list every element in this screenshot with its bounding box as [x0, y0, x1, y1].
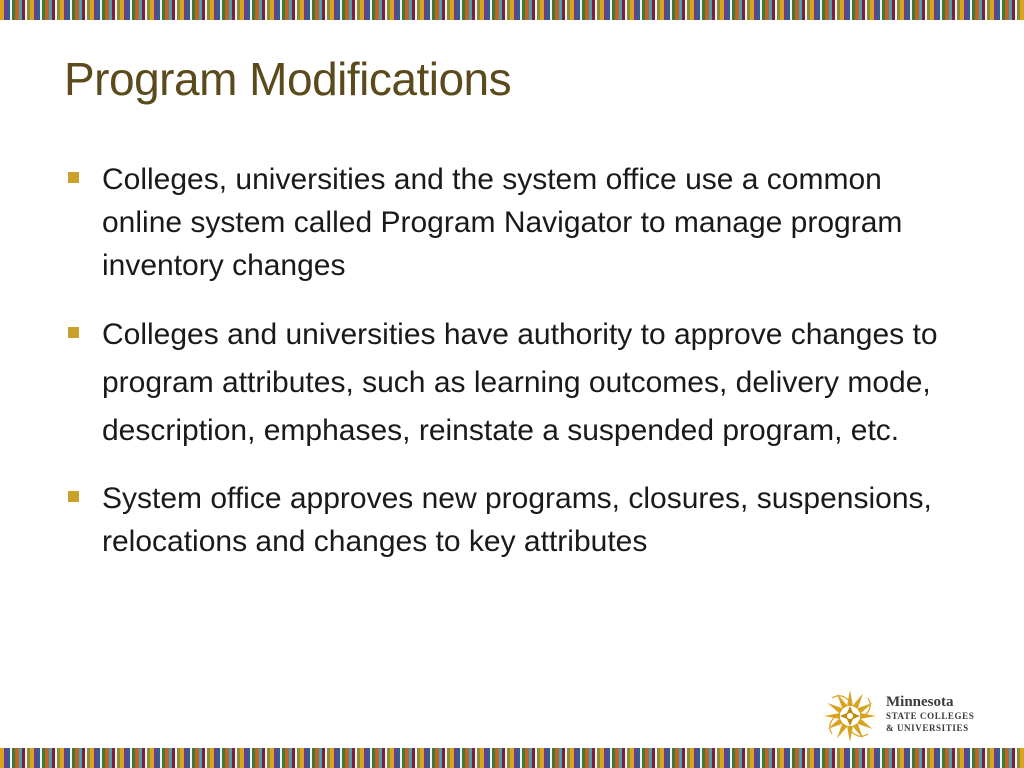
minnesota-state-logo [822, 688, 992, 744]
bullet-item [64, 477, 964, 563]
bullet-text: Colleges, universities and the system office use a common online system called Program Navigator to manage program inventory changes [102, 163, 903, 282]
bullet-square-icon [68, 172, 79, 183]
bullet-item [64, 158, 964, 287]
bullet-item [64, 311, 964, 455]
decorative-stripe-bottom [0, 748, 1024, 768]
logo-wordmark [886, 694, 974, 734]
logo-line-universities: & UNIVERSITIES [886, 723, 969, 733]
bullet-list [64, 158, 964, 587]
slide-title: Program Modifications [64, 53, 512, 105]
sunburst-star-icon [822, 688, 878, 744]
logo-line-state-colleges: STATE COLLEGES [886, 711, 975, 721]
logo-line-minnesota: Minnesota [886, 694, 954, 710]
bullet-text: Colleges and universities have authority to approve changes to program attributes, such as learning outcomes, delivery mode, description, emphases, reinstate a suspended program, etc. [102, 318, 938, 447]
bullet-square-icon [68, 491, 79, 502]
bullet-square-icon [68, 327, 79, 338]
decorative-stripe-top [0, 0, 1024, 20]
bullet-text: System office approves new programs, closures, suspensions, relocations and changes to key attributes [102, 482, 932, 558]
